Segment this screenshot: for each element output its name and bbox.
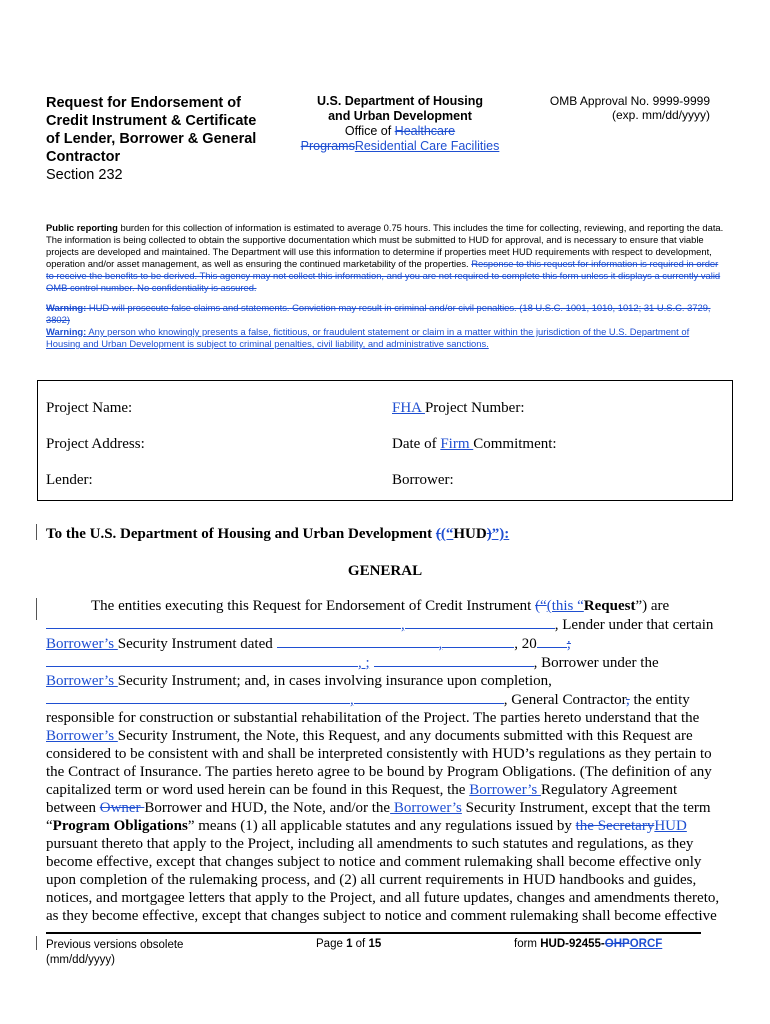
public-reporting-label: Public reporting	[46, 222, 118, 233]
body-line: the Contract of Insurance. The parties hereto agree to be bound by Program Obligations. (The definition of any	[46, 764, 712, 780]
addressee-line	[46, 526, 509, 543]
addressee-deleted-paren: (	[435, 526, 441, 542]
warning-text: Any person who knowingly presents a false, fictitious, or fraudulent statement or claim in a matter within the jurisdiction of the U.S. Department of Housing and Urban Development is subject to criminal penalties, civil liability, and administrative sanctions.	[46, 326, 690, 349]
body-line: The entities executing this Request for Endorsement of Credit Instrument (“(this “Request”) are	[91, 598, 670, 614]
office-prefix: Office of	[344, 124, 395, 138]
addressee-hud: HUD	[453, 526, 487, 542]
fha-inserted: FHA	[392, 400, 425, 416]
blank-field[interactable]	[354, 690, 504, 704]
project-name-label: Project Name:	[46, 400, 133, 416]
body-line: upon completion of the rulemaking process, and (2) all current requirements in HUD handbooks and guides,	[46, 872, 697, 888]
omb-approval: OMB Approval No. 9999-9999	[549, 94, 710, 108]
lender-label: Lender:	[46, 472, 93, 488]
body-line: Borrower’s Security Instrument; and, in cases involving insurance upon completion,	[46, 673, 552, 689]
body-line: Borrower’s Security Instrument, the Note, this Request, and any documents submitted with this Request are	[46, 728, 693, 744]
body-line: , , Lender under that certain	[46, 615, 726, 634]
body-line: Borrower’s Security Instrument dated , , 20 ;	[46, 636, 571, 652]
addressee-prefix: To the U.S. Department of Housing and Urban Development	[46, 526, 436, 542]
form-title-line: of Lender, Borrower & General	[46, 131, 257, 147]
form-title-line: Request for Endorsement of	[46, 95, 241, 111]
omb-block	[520, 94, 710, 122]
project-info-box	[37, 380, 733, 501]
body-line: responsible for construction or substantial rehabilitation of the Project. The parties hereto understand that the	[46, 710, 700, 726]
footer-left	[46, 938, 183, 968]
office-inserted-text: Residential Care Facilities	[354, 139, 500, 153]
agency-line: and Urban Development	[328, 109, 472, 123]
agency-block	[300, 94, 500, 154]
body-line: notices, and mortgagee letters that apply to the Project, and all future updates, changes and amendments thereto,	[46, 890, 720, 906]
firm-inserted: Firm	[440, 436, 474, 452]
warning-paragraph	[46, 302, 726, 350]
form-title-line: Contractor	[46, 149, 121, 165]
general-body	[46, 597, 726, 925]
body-line: pursuant thereto that apply to the Project, including all amendments to such statutes and regulations, as they	[46, 836, 694, 852]
body-line: , ; , Borrower under the	[46, 653, 726, 672]
form-title-line: Credit Instrument & Certificate	[46, 113, 257, 129]
blank-field[interactable]	[374, 653, 534, 667]
deleted-response-text: Response to this request for information is required in order to receive the benefits to be derived. This agency may not collect this information, and you are not required to complete this form unless it displays a currently valid OMB control number. No confidentiality is assured.	[46, 258, 721, 293]
change-bar	[36, 936, 37, 950]
body-line: , , General Contractor, the entity	[46, 690, 726, 709]
footer-date: (mm/dd/yyyy)	[46, 954, 115, 966]
project-number-text: Project Number:	[424, 400, 525, 416]
blank-field[interactable]	[442, 634, 514, 648]
blank-field[interactable]	[46, 615, 401, 629]
deleted-warning-text: HUD will prosecute false claims and statements. Conviction may result in criminal and/or civil penalties. (18 U.S.C. 1001, 1010, 1012; 31 U.S.C. 3729, 3802)	[46, 302, 711, 325]
form-title-block	[46, 94, 286, 184]
omb-expiration: (exp. mm/dd/yyyy)	[611, 108, 710, 122]
burden-notice	[46, 222, 726, 350]
blank-field[interactable]	[537, 634, 567, 648]
agency-line: U.S. Department of Housing	[317, 94, 483, 108]
deleted-warning-label: Warning:	[46, 302, 87, 313]
body-line: as they become effective, except that changes subject to notice and comment rulemaking shall become effective	[46, 908, 717, 924]
form-section: Section 232	[46, 167, 123, 183]
commitment-text: Commitment:	[473, 436, 557, 452]
form-number: form HUD-92455-OHPORCF	[514, 938, 663, 950]
public-reporting-paragraph	[46, 222, 726, 294]
body-line: become effective, except that changes subject to notice and comment rulemaking shall become effective only	[46, 854, 702, 870]
body-line: between Owner Borrower and HUD, the Note, and/or the Borrower’s Security Instrument, except that the term	[46, 800, 711, 816]
blank-field[interactable]	[277, 634, 439, 648]
addressee-inserted-paren: (“	[440, 526, 454, 542]
date-of-text: Date of	[392, 436, 441, 452]
blank-field[interactable]	[46, 653, 358, 667]
page-number: Page 1 of 15	[316, 938, 382, 950]
body-line: considered to be consistent with and shall be interpreted consistently with HUD’s regulations as they pertain to	[46, 746, 712, 762]
borrower-label: Borrower:	[392, 472, 454, 488]
blank-field[interactable]	[46, 690, 350, 704]
project-number-label	[392, 400, 525, 417]
warning-label: Warning:	[46, 326, 87, 337]
general-heading: GENERAL	[347, 563, 423, 579]
addressee-deleted-close: )	[486, 526, 492, 542]
office-deleted-text: Healthcare Programs	[300, 124, 456, 153]
change-bar	[36, 598, 37, 620]
project-address-label: Project Address:	[46, 436, 145, 452]
body-line: capitalized term or word used herein can be found in this Request, the Borrower’s Regulatory Agreement	[46, 782, 678, 798]
commitment-date-label	[392, 436, 557, 453]
change-bar	[36, 524, 37, 540]
footer-divider	[46, 932, 701, 934]
addressee-inserted-close: ”):	[491, 526, 510, 542]
blank-field[interactable]	[405, 615, 555, 629]
public-reporting-text: burden for this collection of information is estimated to average 0.75 hours. This includes the time for collecting, reviewing, and reporting the data. The information is being collected to obtain the supportive documentation which must be submitted to HUD for approval, and is necessary to ensure that viable projects are developed and maintained. The Department will use this information to determine if properties meet HUD requirements with respect to development, operation and/or asset management, as well as ensuring the continued marketability of the properties.	[46, 222, 724, 269]
previous-versions-note: Previous versions obsolete	[46, 939, 184, 951]
body-line: “Program Obligations” means (1) all applicable statutes and any regulations issued by the SecretaryHUD	[46, 818, 687, 834]
